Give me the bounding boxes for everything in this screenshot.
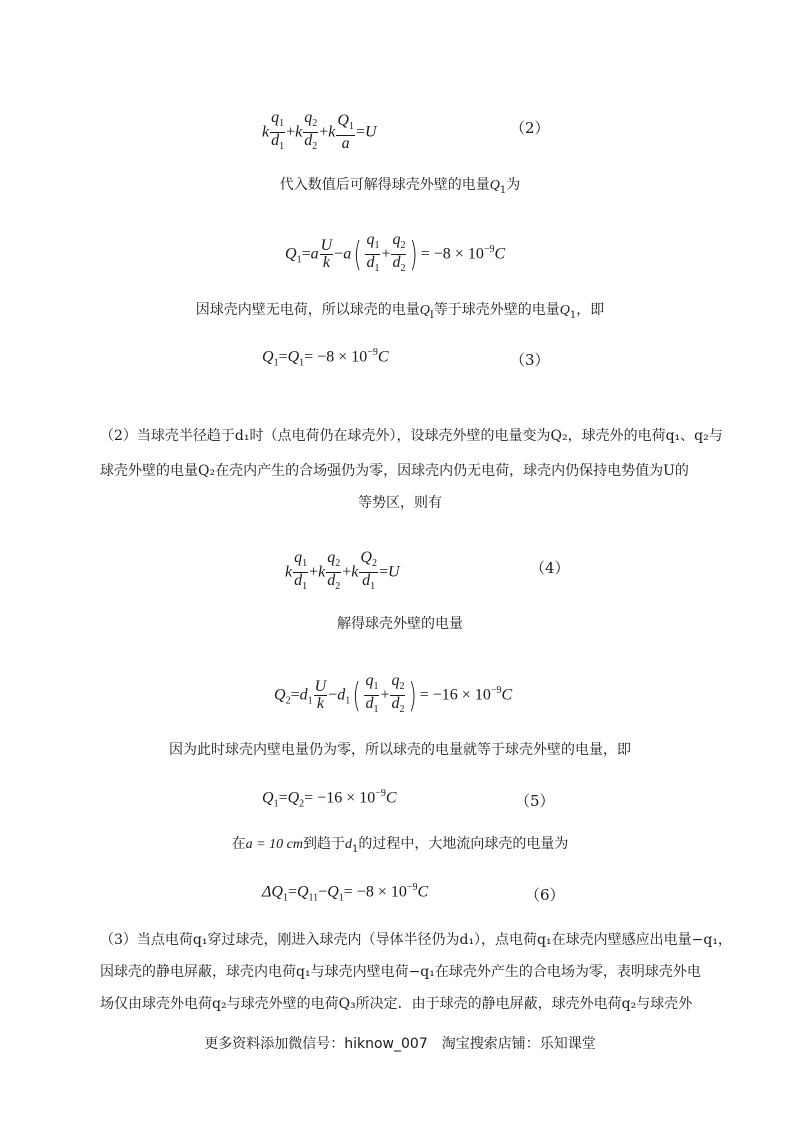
equation-4: k $\frac{q_1}{d_1}$ +k $\frac{q_2}{d_2}$ +k $\frac{Q_2}{d_1}$ =U [285, 549, 400, 593]
paragraph-part2-line1: （2）当球壳半径趋于d₁时（点电荷仍在球壳外），设球壳外壁的电量变为Q₂，球壳外的电荷q₁、q₂与 [100, 428, 723, 444]
paragraph-solve-q2: 解得球壳外壁的电量 [337, 616, 463, 632]
paragraph-part3-line2: 因球壳的静电屏蔽，球壳内电荷q₁与球壳内壁电荷−q₁在球壳外产生的合电场为零，表明球壳外电 [100, 964, 701, 980]
paragraph-part2-line2: 球壳外壁的电量Q₂在壳内产生的合场强仍为零，因球壳内仍无电荷，球壳内仍保持电势值为U的 [100, 463, 689, 479]
equation-6: $\Delta Q_1=Q_{11}-Q_1= -8 \times 10^{-9}C$ [262, 882, 429, 904]
equation-3: $Q_1=Q_1= -8 \times 10^{-9}C$ [262, 347, 389, 369]
equation-6-number: （6） [525, 886, 565, 904]
paragraph-earth-flow: 在a = 10 cm到趋于$d_1$的过程中，大地流向球壳的电量为 [231, 836, 569, 855]
equation-q1-result: $Q_1=a$ $\frac{U}{k}$ −a( $\frac{q_1}{d_1}$ + $\frac{q_2}{d_2}$ ) = $-8 \times 10^{-9}C$ [285, 231, 506, 275]
footer-contact: 更多资料添加微信号：hiknow_007 淘宝搜索店铺：乐知课堂 [204, 1036, 596, 1052]
paragraph-part3-line1: （3）当点电荷q₁穿过球壳，刚进入球壳内（导体半径仍为d₁），点电荷q₁在球壳内壁感应出电量−q₁， [100, 932, 732, 948]
paragraph-part2-line3: 等势区，则有 [358, 495, 442, 511]
equation-2: k $\frac{q_1}{d_1}$ +k $\frac{q_2}{d_2}$ +k $\frac{Q_1}{a}$ =U [262, 109, 377, 153]
equation-q2-result: $Q_2=d_1$ $\frac{U}{k}$ $-d_1$( $\frac{q_1}{d_1}$ + $\frac{q_2}{d_2}$ ) = $-16 \times 10^{-9}C$ [274, 672, 513, 716]
paragraph-part3-line3: 场仅由球壳外电荷q₂与球壳外壁的电荷Q₃所决定．由于球壳的静电屏蔽，球壳外电荷q₂与球壳外 [100, 996, 693, 1012]
equation-2-number: （2） [510, 119, 550, 137]
equation-5: $Q_1=Q_2= -16 \times 10^{-9}C$ [262, 788, 397, 810]
paragraph-solve-q1: 代入数值后可解得球壳外壁的电量$Q_1$为 [279, 177, 521, 196]
equation-5-number: （5） [515, 792, 555, 810]
paragraph-shell-charge: 因为此时球壳内壁电量仍为零，所以球壳的电量就等于球壳外壁的电量，即 [169, 742, 631, 758]
equation-3-number: （3） [510, 351, 550, 369]
paragraph-inner-wall: 因球壳内壁无电荷，所以球壳的电量$Q_I$等于球壳外壁的电量$Q_1$，即 [195, 302, 605, 321]
equation-4-number: （4） [530, 559, 570, 577]
